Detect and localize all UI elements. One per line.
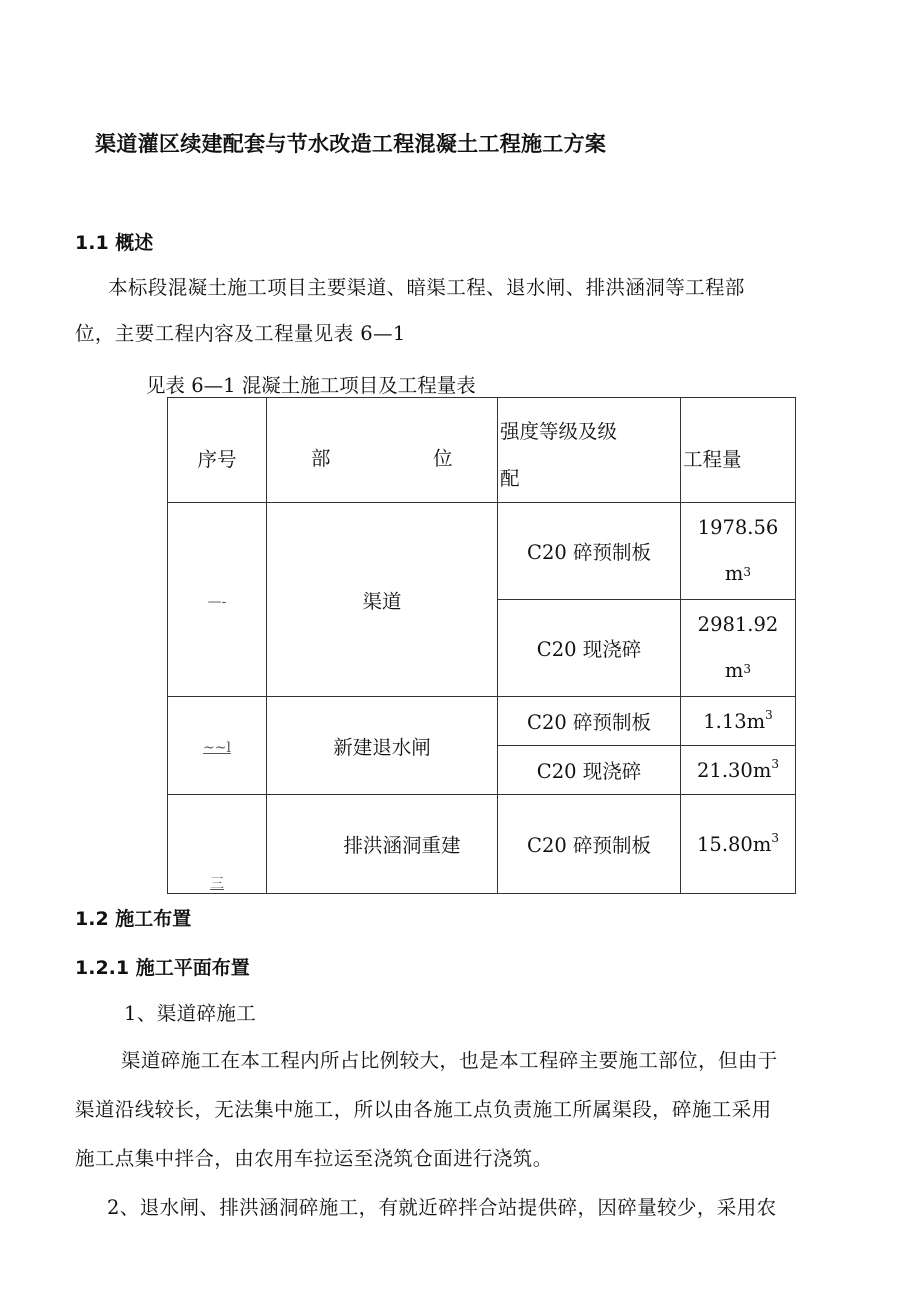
row-quantity: $1.13m^3$ <box>681 697 796 746</box>
header-part <box>267 398 498 503</box>
paragraph-line: 位，主要工程内容及工程量见表 6—1 <box>75 322 406 345</box>
header-grade-line1: 强度等级及级 <box>500 420 618 443</box>
row-quantity: 1978.56 $m^3$ <box>681 503 796 600</box>
section-heading-1-2-1: 1.2.1 施工平面布置 <box>75 957 250 979</box>
row-quantity: $21.30m^3$ <box>681 746 796 795</box>
list-item-heading: 1、渠道碎施工 <box>124 1002 257 1025</box>
table-row <box>168 503 796 600</box>
paragraph-line: 渠道碎施工在本工程内所占比例较大，也是本工程碎主要施工部位，但由于 <box>121 1049 778 1072</box>
row-grade: C20 碎预制板 <box>498 697 681 746</box>
section-heading-1-1: 1.1 概述 <box>75 232 154 254</box>
header-no-label: 序号 <box>197 448 237 471</box>
row-number-3: 三 <box>168 795 267 894</box>
header-quantity-label: 工程量 <box>683 448 742 471</box>
header-grade <box>498 398 681 503</box>
row-quantity: 2981.92 $m^3$ <box>681 600 796 697</box>
paragraph-line: 本标段混凝土施工项目主要渠道、暗渠工程、退水闸、排洪涵洞等工程部 <box>108 276 745 299</box>
paragraph-line: 2、退水闸、排洪涵洞碎施工，有就近碎拌合站提供碎，因碎量较少，采用农 <box>107 1196 777 1219</box>
row-number-2: ~~l <box>168 697 267 795</box>
row-grade: C20 碎预制板 <box>498 503 681 600</box>
paragraph-line: 渠道沿线较长，无法集中施工，所以由各施工点负责施工所属渠段，碎施工采用 <box>75 1098 772 1121</box>
table-row <box>168 697 796 746</box>
row-grade: C20 碎预制板 <box>498 795 681 894</box>
row-part-1: 渠道 <box>267 503 498 697</box>
header-part-b: 位 <box>433 447 453 470</box>
header-part-a: 部 <box>311 447 331 470</box>
table-row <box>168 795 796 894</box>
section-heading-1-2: 1.2 施工布置 <box>75 908 192 930</box>
document-title: 渠道灌区续建配套与节水改造工程混凝土工程施工方案 <box>95 132 607 156</box>
table-caption: 见表 6—1 混凝土施工项目及工程量表 <box>146 374 476 397</box>
row-quantity: $15.80m^3$ <box>681 795 796 894</box>
header-quantity <box>681 398 796 503</box>
header-grade-line2: 配 <box>500 467 520 490</box>
table-header-row <box>168 398 796 503</box>
row-grade: C20 现浇碎 <box>498 600 681 697</box>
paragraph-line: 施工点集中拌合，由农用车拉运至浇筑仓面进行浇筑。 <box>75 1147 553 1170</box>
row-part-3: 排洪涵洞重建 <box>267 795 498 894</box>
row-grade: C20 现浇碎 <box>498 746 681 795</box>
row-part-2: 新建退水闸 <box>267 697 498 795</box>
row-number-1: —- <box>168 503 267 697</box>
header-no <box>168 398 267 503</box>
quantity-table <box>167 397 796 894</box>
